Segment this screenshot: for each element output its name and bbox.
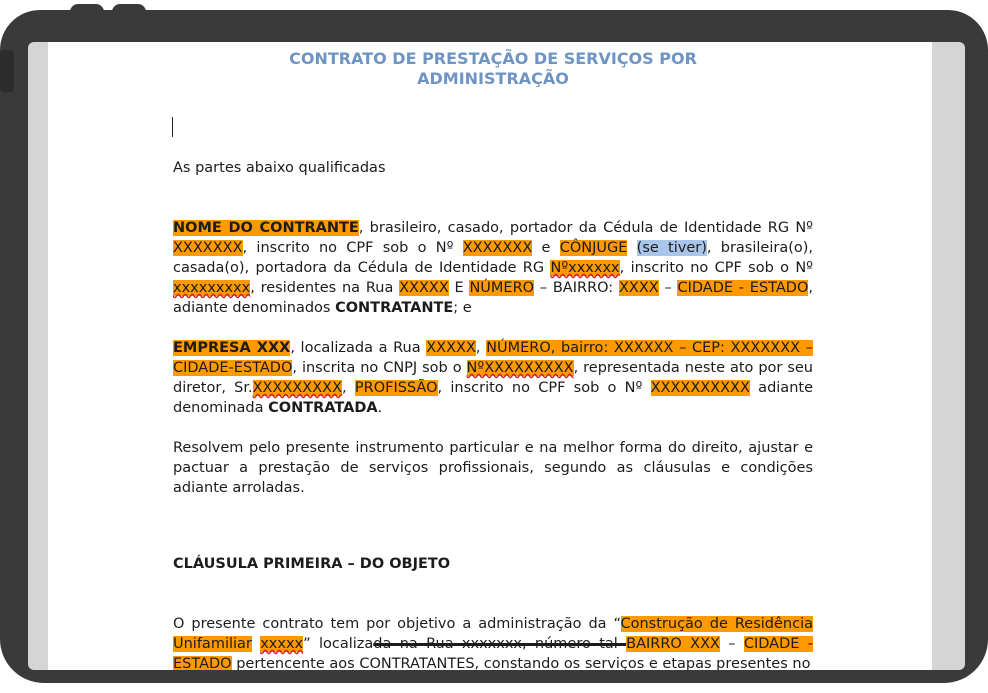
- text: –: [719, 636, 744, 652]
- placeholder: XXXXXXXXX: [252, 380, 343, 396]
- text: .: [377, 400, 383, 416]
- text: [627, 240, 636, 256]
- side-button: [0, 50, 14, 92]
- placeholder: NÚMERO, bairro: XXXXXX – CEP: XXXXXXX – CIDADE-ESTADO: [173, 340, 813, 376]
- placeholder: PROFISSÃO: [354, 380, 438, 396]
- placeholder: Construção de Residência Unifamiliar: [173, 616, 813, 652]
- resolution-paragraph: Resolvem pelo presente instrumento particular e na melhor forma do direito, ajustar e pactuar a prestação de serviços profissionais, segundo as cláusulas e condições adiante arroladas.: [173, 440, 813, 496]
- role-label: CONTRATADA: [268, 400, 378, 416]
- text: [252, 636, 260, 652]
- placeholder: XXXXX: [399, 280, 449, 296]
- contractee-paragraph: [173, 338, 813, 418]
- text: ” localiza: [303, 636, 374, 652]
- text: pertencente aos CONTRATANTES, constando os serviços e etapas presentes no: [231, 656, 811, 670]
- placeholder: xxxxx: [260, 636, 304, 652]
- text: ; e: [453, 300, 472, 316]
- placeholder: XXXXX: [426, 340, 476, 356]
- struck-text: da na Rua xxxxxxx, número tal: [373, 636, 627, 652]
- document-page: [48, 42, 932, 670]
- clause-1-heading: CLÁUSULA PRIMEIRA – DO OBJETO: [173, 556, 451, 572]
- placeholder: BAIRRO XXX: [626, 636, 720, 652]
- text: , inscrito no CPF sob o Nº: [619, 260, 814, 276]
- placeholder: xxxxxxxxx: [173, 280, 251, 296]
- text: ,: [475, 340, 487, 356]
- placeholder: NÚMERO: [469, 280, 535, 296]
- company-name: EMPRESA XXX: [173, 340, 291, 356]
- placeholder: CIDADE - ESTADO: [677, 280, 809, 296]
- text: e: [532, 240, 560, 256]
- device-frame: [0, 10, 988, 683]
- role-label: CONTRATANTE: [335, 300, 454, 316]
- text: , inscrito no CPF sob o Nº: [242, 240, 463, 256]
- placeholder: Nºxxxxxx: [550, 260, 620, 276]
- text: , inscrita no CNPJ sob o: [292, 360, 467, 376]
- text: , representada neste ato por seu diretor, Sr.: [173, 360, 813, 396]
- text: , inscrito no CPF sob o Nº: [437, 380, 651, 396]
- text: E: [448, 280, 470, 296]
- text-cursor: [172, 117, 173, 137]
- text: adiante denominada: [173, 380, 813, 416]
- text: , localizada a Rua: [290, 340, 427, 356]
- text: O presente contrato tem por objetivo a administração da “: [173, 616, 621, 632]
- selected-text: (se tiver): [636, 240, 707, 256]
- text: , residentes na Rua: [250, 280, 400, 296]
- placeholder: XXXXXXX: [173, 240, 243, 256]
- contractor-paragraph: [173, 218, 813, 318]
- placeholder: XXXXXXX: [462, 240, 533, 256]
- intro-paragraph: As partes abaixo qualificadas: [173, 160, 386, 176]
- text: , brasileiro, casado, portador da Cédula de Identidade RG Nº: [358, 220, 813, 236]
- placeholder: CIDADE - ESTADO: [173, 636, 813, 670]
- placeholder: XXXX: [618, 280, 659, 296]
- document-viewport[interactable]: [28, 42, 965, 670]
- text: ,: [342, 380, 355, 396]
- contractor-name: NOME DO CONTRANTE: [173, 220, 359, 236]
- text: –: [658, 280, 678, 296]
- text: , brasileira(o), casada(o), portadora da Cédula de Identidade RG: [173, 240, 814, 276]
- text: , adiante denominados: [173, 280, 813, 316]
- placeholder: NºXXXXXXXXX: [466, 360, 574, 376]
- placeholder: CÔNJUGE: [559, 240, 628, 256]
- object-paragraph: [173, 614, 813, 670]
- text: – BAIRRO:: [534, 280, 619, 296]
- placeholder: XXXXXXXXXX: [650, 380, 750, 396]
- document-title: CONTRATO DE PRESTAÇÃO DE SERVIÇOS POR ADMINISTRAÇÃO: [289, 49, 697, 87]
